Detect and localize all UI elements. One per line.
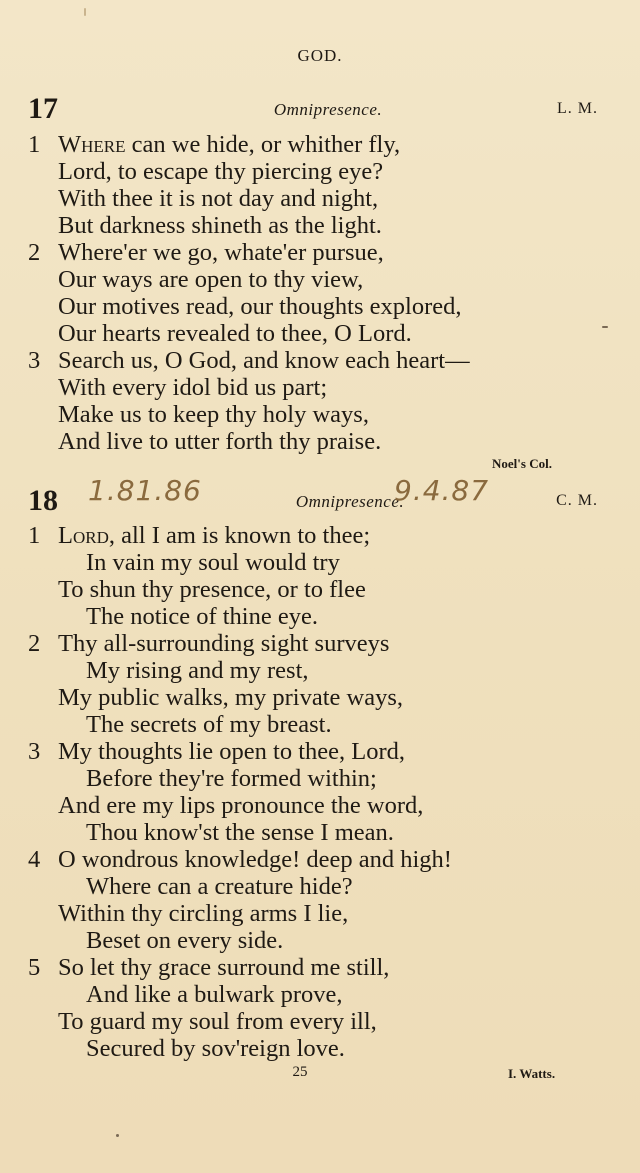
verse-line: Lord, all I am is known to thee; [58,522,371,549]
verse-line: To shun thy presence, or to flee [58,576,366,603]
verse-line: And like a bulwark prove, [86,981,343,1008]
verse-line: The secrets of my breast. [86,711,332,738]
verse-number: 3 [28,738,41,765]
verse-line: Thy all-surrounding sight surveys [58,630,390,657]
verse-line: So let thy grace surround me still, [58,954,390,981]
hymn-meter: C. M. [556,492,598,509]
hymn-attribution: I. Watts. [508,1066,556,1081]
verse-line: Search us, O God, and know each heart— [58,347,470,374]
verse-line: And live to utter forth thy praise. [58,428,382,455]
handwritten-note-left: 1.81.86 [88,474,202,507]
paper-speck [84,8,86,16]
running-head: GOD. [297,46,343,65]
hymn-title: Omnipresence. [295,492,405,511]
hymn-title: Omnipresence. [273,100,383,119]
verse-line: But darkness shineth as the light. [58,212,382,239]
verse-number: 4 [28,846,41,873]
verse-line: Before they're formed within; [86,765,377,792]
page-number: 25 [292,1064,308,1080]
verse-line: And ere my lips pronounce the word, [58,792,424,819]
verse-line: Our motives read, our thoughts explored, [58,293,462,320]
verse-number: 2 [28,239,41,266]
paper-speck [116,1134,119,1137]
verse-number: 2 [28,630,41,657]
verse-line: To guard my soul from every ill, [58,1008,377,1035]
verse-line: Make us to keep thy holy ways, [58,401,369,428]
verse-line: My thoughts lie open to thee, Lord, [58,738,406,765]
verse-line: With every idol bid us part; [58,374,328,401]
verse-line: With thee it is not day and night, [58,185,379,212]
verse-line: Lord, to escape thy piercing eye? [58,158,384,185]
verse-line: My public walks, my private ways, [58,684,403,711]
hymn-number: 17 [28,92,58,125]
verse-line: Where'er we go, whate'er pursue, [58,239,384,266]
verse-line: Where can a creature hide? [86,873,353,900]
verse-line: Beset on every side. [86,927,284,954]
verse-line: Our hearts revealed to thee, O Lord. [58,320,412,347]
verse-line: O wondrous knowledge! deep and high! [58,846,452,873]
handwritten-note-right: 9.4.87 [394,474,490,507]
verse-line: Our ways are open to thy view, [58,266,364,293]
verse-number: 1 [28,131,41,158]
verse-line: Where can we hide, or whither fly, [58,131,401,158]
hymn-attribution: Noel's Col. [492,456,552,471]
verse-line: Secured by sov'reign love. [86,1035,345,1062]
verse-line: In vain my soul would try [86,549,340,576]
hymn-meter: L. M. [557,100,598,117]
verse-number: 3 [28,347,41,374]
verse-line: My rising and my rest, [86,657,309,684]
verse-line: Thou know'st the sense I mean. [86,819,394,846]
hymn-number: 18 [28,484,58,517]
verse-line: Within thy circling arms I lie, [58,900,349,927]
verse-number: 1 [28,522,41,549]
verse-line: The notice of thine eye. [86,603,318,630]
hymn-17-header [28,92,598,126]
paper-speck [602,326,608,328]
verse-number: 5 [28,954,41,981]
